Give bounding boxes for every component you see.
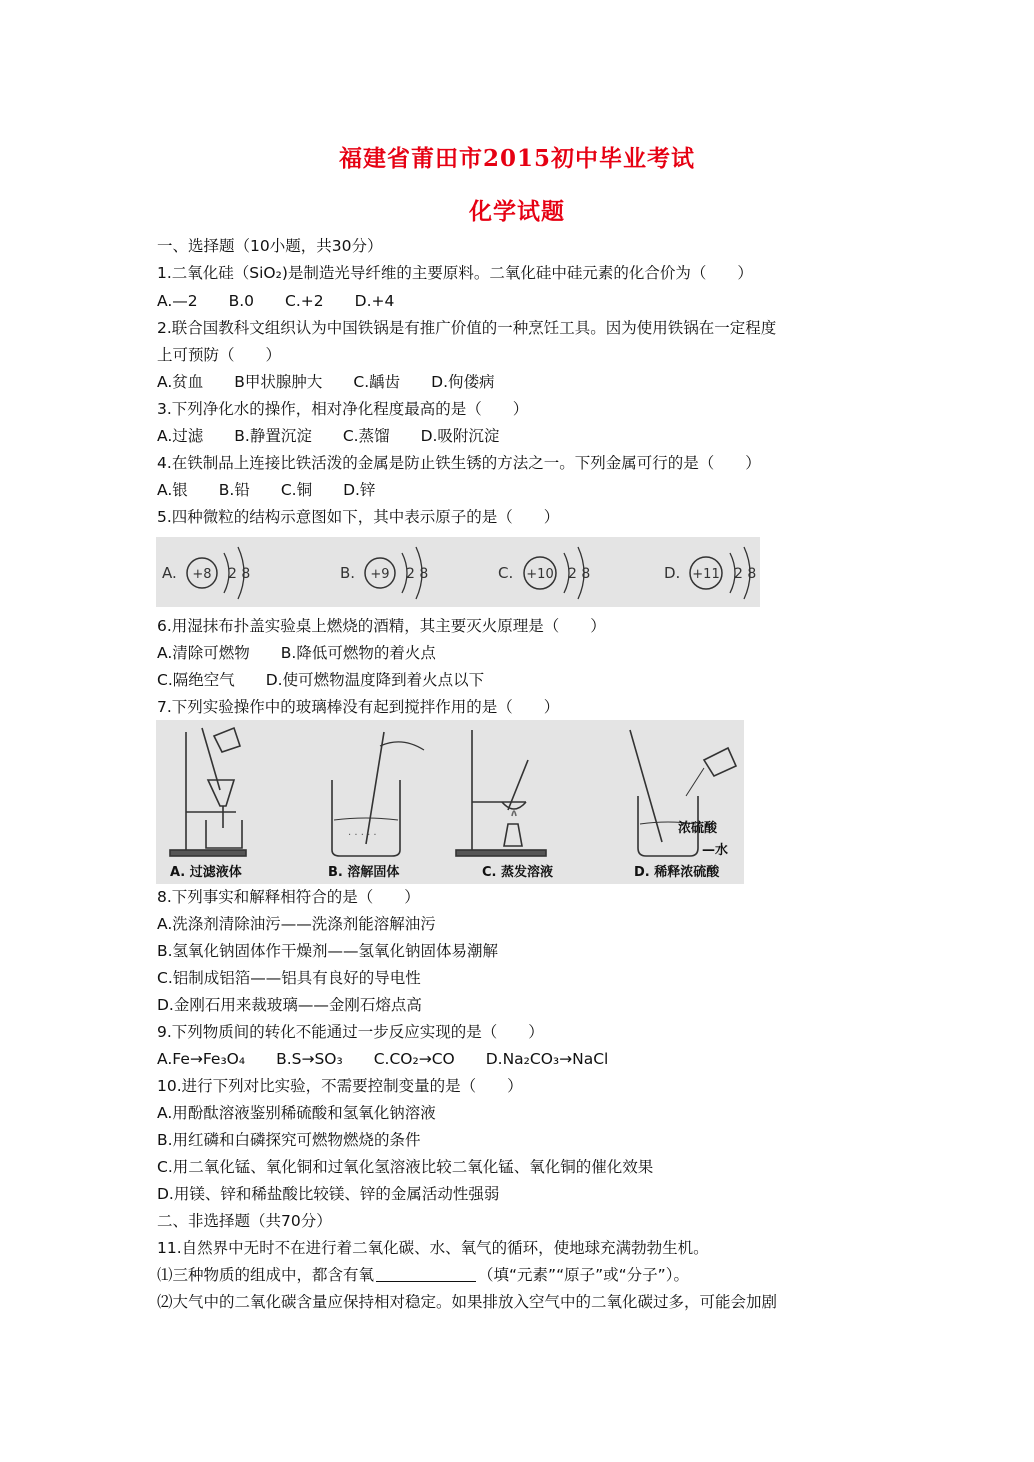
- question-11-part-1: [157, 1265, 689, 1285]
- svg-text:· · · · ·: · · · · ·: [348, 830, 377, 841]
- atom-b: [340, 547, 428, 599]
- question-3: 3.下列净化水的操作，相对净化程度最高的是（ ）: [157, 400, 529, 418]
- question-2: 2.联合国教科文组织认为中国铁锅是有推广价值的一种烹饪工具。因为使用铁锅在一定程度: [157, 319, 777, 337]
- question-1-options: A.—2 B.0 C.+2 D.+4: [157, 292, 395, 310]
- atom-shells: 2 8: [228, 566, 251, 582]
- atom-shells: 2 8: [406, 566, 429, 582]
- question-3-options: A.过滤 B.静置沉淀 C.蒸馏 D.吸附沉淀: [157, 427, 500, 445]
- question-4: 4.在铁制品上连接比铁活泼的金属是防止铁生锈的方法之一。下列金属可行的是（ ）: [157, 454, 761, 472]
- atom-shells: 2 8: [734, 566, 757, 582]
- atom-nucleus: +11: [692, 567, 720, 582]
- atom-c: [498, 547, 590, 599]
- apparatus-label: B. 溶解固体: [328, 865, 400, 880]
- atom-a: [162, 547, 250, 599]
- apparatus-label: C. 蒸发溶液: [482, 865, 554, 880]
- question-8-option-b: B.氢氧化钠固体作干燥剂——氢氧化钠固体易潮解: [157, 942, 499, 960]
- question-6-options-cd: C.隔绝空气 D.使可燃物温度降到着火点以下: [157, 671, 485, 689]
- question-6-options-ab: A.清除可燃物 B.降低可燃物的着火点: [157, 644, 436, 662]
- section-2-heading: 二、非选择题（共70分）: [157, 1212, 332, 1230]
- atom-nucleus: +10: [526, 567, 554, 582]
- atom-structure-figure: [156, 537, 760, 607]
- question-10-option-a: A.用酚酞溶液鉴别稀硫酸和氢氧化钠溶液: [157, 1104, 436, 1122]
- question-10-option-b: B.用红磷和白磷探究可燃物燃烧的条件: [157, 1131, 421, 1149]
- water-label: —水: [702, 843, 729, 858]
- question-10: 10.进行下列对比实验，不需要控制变量的是（ ）: [157, 1077, 523, 1095]
- atom-nucleus: +8: [192, 567, 212, 582]
- question-2-cont: 上可预防（ ）: [157, 346, 282, 364]
- atom-option: D.: [664, 564, 681, 582]
- question-10-option-d: D.用镁、锌和稀盐酸比较镁、锌的金属活动性强弱: [157, 1185, 500, 1203]
- question-8: 8.下列事实和解释相符合的是（ ）: [157, 888, 420, 906]
- acid-label: 浓硫酸: [678, 821, 718, 836]
- apparatus-label: A. 过滤液体: [170, 865, 242, 880]
- atom-option: C.: [498, 564, 514, 582]
- atom-shells: 2 8: [568, 566, 591, 582]
- atom-option: B.: [340, 564, 356, 582]
- atom-d: [664, 547, 756, 599]
- atom-nucleus: +9: [370, 567, 390, 582]
- question-8-option-c: C.铝制成铝箔——铝具有良好的导电性: [157, 969, 421, 987]
- document-subtitle: 化学试题: [469, 198, 565, 225]
- question-9-options: A.Fe→Fe₃O₄ B.S→SO₃ C.CO₂→CO D.Na₂CO₃→NaCl: [157, 1050, 609, 1068]
- question-11-part-2: ⑵大气中的二氧化碳含量应保持相对稳定。如果排放入空气中的二氧化碳过多，可能会加剧: [157, 1293, 778, 1311]
- apparatus-dilution: [630, 730, 736, 856]
- question-11-part-1-text: ⑴三种物质的组成中，都含有氧: [157, 1266, 375, 1284]
- question-10-option-c: C.用二氧化锰、氧化铜和过氧化氢溶液比较二氧化锰、氧化铜的催化效果: [157, 1158, 654, 1176]
- question-11: 11.自然界中无时不在进行着二氧化碳、水、氧气的循环，使地球充满勃勃生机。: [157, 1239, 709, 1257]
- question-4-options: A.银 B.铅 C.铜 D.锌: [157, 481, 376, 499]
- question-2-options: A.贫血 B甲状腺肿大 C.龋齿 D.佝偻病: [157, 373, 495, 391]
- question-11-part-1-hint: （填“元素”“原子”或“分子”）。: [478, 1266, 689, 1284]
- question-7: 7.下列实验操作中的玻璃棒没有起到搅拌作用的是（ ）: [157, 698, 560, 716]
- apparatus-label: D. 稀释浓硫酸: [634, 865, 720, 880]
- question-5: 5.四种微粒的结构示意图如下，其中表示原子的是（ ）: [157, 508, 560, 526]
- question-9: 9.下列物质间的转化不能通过一步反应实现的是（ ）: [157, 1023, 544, 1041]
- atom-option: A.: [162, 564, 177, 582]
- apparatus-filtration: [170, 728, 246, 856]
- lab-apparatus-figure: [156, 720, 744, 884]
- question-1: 1.二氧化硅（SiO₂)是制造光导纤维的主要原料。二氧化硅中硅元素的化合价为（ ）: [157, 264, 753, 282]
- question-8-option-d: D.金刚石用来裁玻璃——金刚石熔点高: [157, 996, 422, 1014]
- section-1-heading: 一、选择题（10小题，共30分）: [157, 237, 383, 255]
- question-6: 6.用湿抹布扑盖实验桌上燃烧的酒精，其主要灭火原理是（ ）: [157, 617, 606, 635]
- question-8-option-a: A.洗涤剂清除油污——洗涤剂能溶解油污: [157, 915, 436, 933]
- apparatus-dissolving: [332, 732, 424, 856]
- apparatus-evaporation: [456, 730, 546, 856]
- document-title: 福建省莆田市2015初中毕业考试: [338, 145, 695, 172]
- answer-blank[interactable]: [376, 1267, 476, 1282]
